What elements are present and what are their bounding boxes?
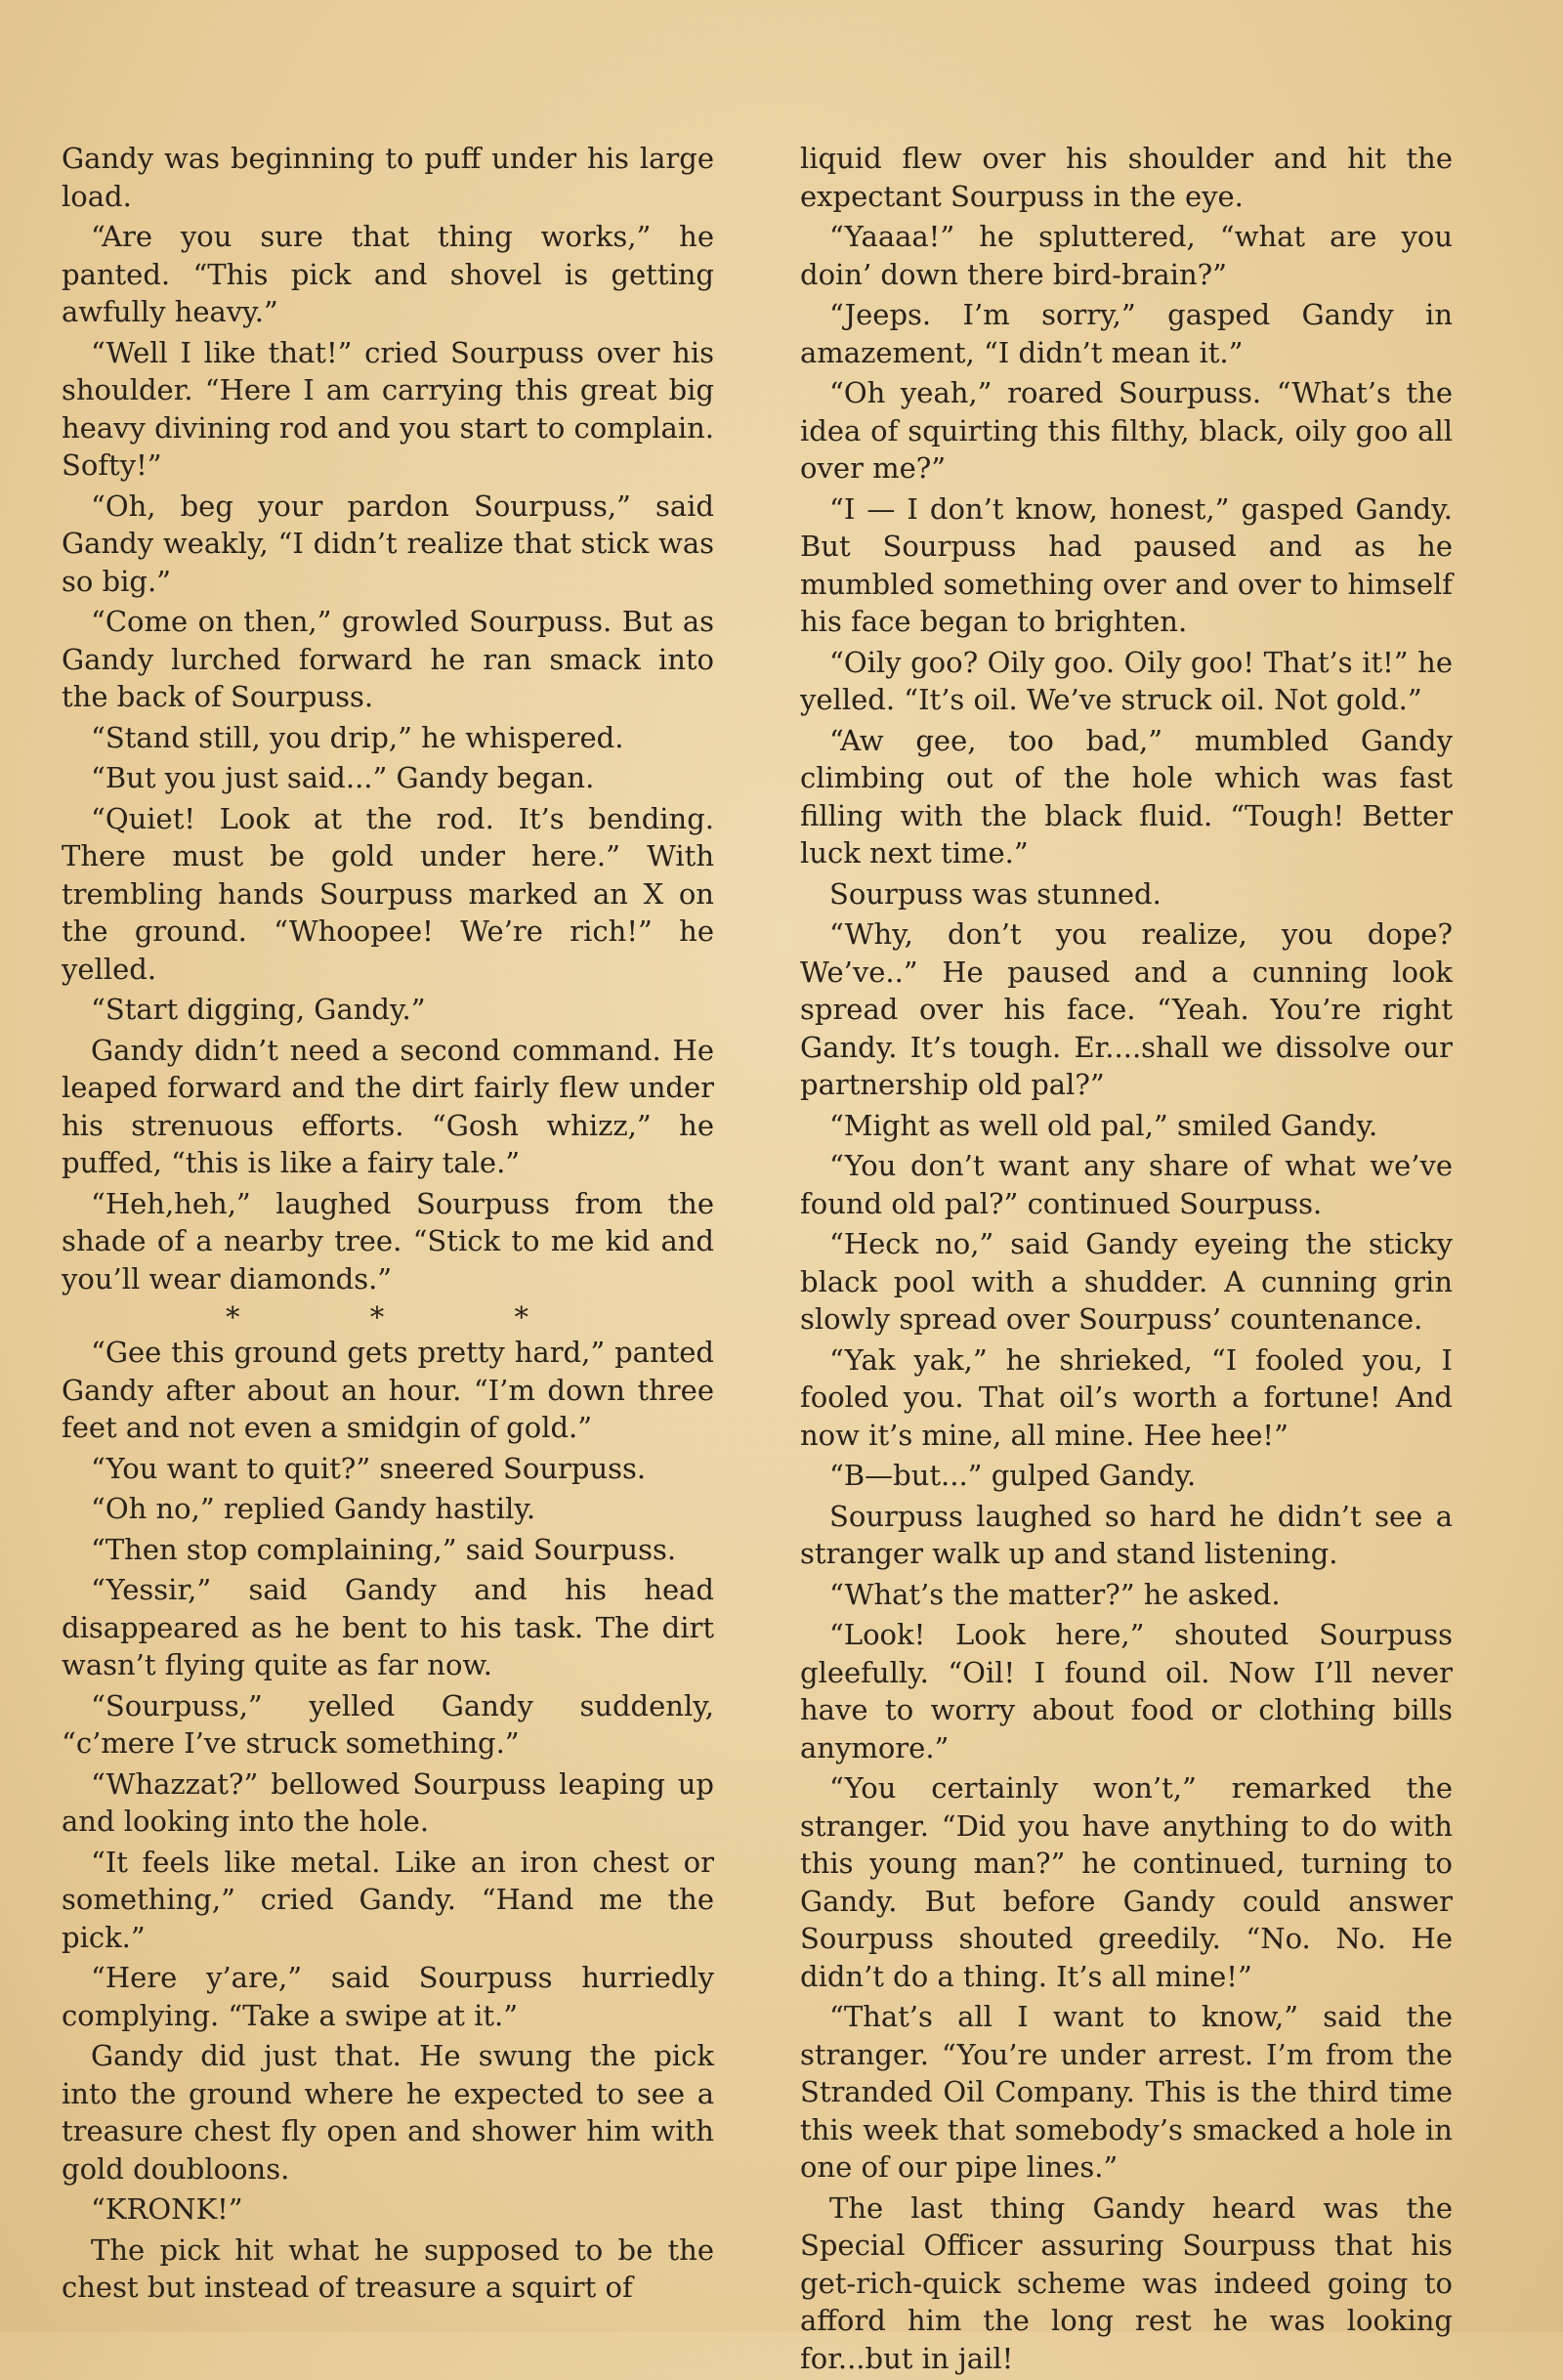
paragraph: “But you just said...” Gandy began. (91, 761, 595, 794)
paragraph: Sourpuss laughed so hard he didn’t see a stranger walk up and stand listening. (800, 1499, 1453, 1570)
paragraph: “Start digging, Gandy.” (91, 993, 426, 1026)
paragraph: “Jeeps. I’m sorry,” gasped Gandy in amazement, “I didn’t mean it.” (800, 298, 1453, 369)
right-text-column (800, 140, 1453, 2380)
paragraph: “Gee this ground gets pretty hard,” panted Gandy after about an hour. “I’m down three feet and not even a smidgin of gold.” (62, 1336, 714, 1444)
paragraph: “Come on then,” growled Sourpuss. But as Gandy lurched forward he ran smack into the back of Sourpuss. (62, 605, 714, 713)
paragraph: “Aw gee, too bad,” mumbled Gandy climbing out of the hole which was fast filling with the black fluid. “Tough! Better luck next time.” (800, 723, 1453, 870)
paragraph: “Here y’are,” said Sourpuss hurriedly complying. “Take a swipe at it.” (62, 1961, 714, 2032)
paragraph: Sourpuss was stunned. (829, 876, 1162, 911)
paragraph: “Might as well old pal,” smiled Gandy. (829, 1108, 1378, 1142)
paragraph: “Oh no,” replied Gandy hastily. (91, 1492, 536, 1525)
paragraph: “Sourpuss,” yelled Gandy suddenly, “c’mere I’ve struck something.” (62, 1688, 714, 1760)
paragraph: “You want to quit?” sneered Sourpuss. (91, 1451, 647, 1485)
paragraph: “Stand still, you drip,” he whispered. (91, 720, 624, 754)
paragraph: “That’s all I want to know,” said the stranger. “You’re under arrest. I’m from the Stranded Oil Company. This is the third time this week that somebody’s smacked a hole in one of our pipe lines.” (800, 2000, 1453, 2184)
paragraph: “What’s the matter?” he asked. (829, 1577, 1281, 1611)
paragraph: “KRONK!” (91, 2192, 243, 2226)
paragraph: “Whazzat?” bellowed Sourpuss leaping up and looking into the hole. (62, 1766, 714, 1838)
paragraph: “Yak yak,” he shrieked, “I fooled you, I fooled you. That oil’s worth a fortune! And now it’s mine, all mine. Hee hee!” (800, 1342, 1453, 1452)
paragraph: “It feels like metal. Like an iron chest or something,” cried Gandy. “Hand me the pick.” (62, 1845, 714, 1954)
paragraph: “Are you sure that thing works,” he panted. “This pick and shovel is getting awfully heavy.” (62, 220, 714, 328)
paragraph: “Heck no,” said Gandy eyeing the sticky black pool with a shudder. A cunning grin slowly spread over Sourpuss’ countenance. (800, 1227, 1453, 1336)
paragraph: “Yessir,” said Gandy and his head disappeared as he bent to his task. The dirt wasn’t flying quite as far now. (62, 1573, 714, 1681)
paragraph: “Why, don’t you realize, you dope? We’ve..” He paused and a cunning look spread over his face. “Yeah. You’re right Gandy. It’s tough. Er....shall we dissolve our partnership old pal?” (800, 917, 1453, 1101)
paragraph: “Oh, beg your pardon Sourpuss,” said Gandy weakly, “I didn’t realize that stick was so big.” (62, 489, 714, 598)
paragraph: “Heh,heh,” laughed Sourpuss from the shade of a nearby tree. “Stick to me kid and you’ll wear diamonds.” (62, 1186, 714, 1296)
left-text-column (62, 140, 714, 2310)
paragraph: “Oily goo? Oily goo. Oily goo! That’s it!” he yelled. “It’s oil. We’ve struck oil. Not gold.” (800, 645, 1453, 716)
paragraph: “Then stop complaining,” said Sourpuss. (91, 1532, 677, 1566)
section-break: * * * (226, 1300, 589, 1334)
paragraph: “B—but...” gulped Gandy. (829, 1459, 1197, 1492)
paragraph: The last thing Gandy heard was the Special Officer assuring Sourpuss that his get-rich-quick scheme was indeed going to afford him the long rest he was looking for...but in jail! (800, 2190, 1453, 2375)
paragraph: Gandy did just that. He swung the pick into the ground where he expected to see a treasure chest fly open and shower him with gold doubloons. (62, 2039, 714, 2186)
paragraph: “Yaaaa!” he spluttered, “what are you doin’ down there bird-brain?” (800, 220, 1453, 291)
paragraph: “Look! Look here,” shouted Sourpuss gleefully. “Oil! I found oil. Now I’ll never have to worry about food or clothing bills anymore.” (800, 1618, 1453, 1764)
paragraph: “Quiet! Look at the rod. It’s bending. There must be gold under here.” With trembling hands Sourpuss marked an X on the ground. “Whoopee! We’re rich!” he yelled. (62, 801, 714, 986)
paragraph: Gandy didn’t need a second command. He leaped forward and the dirt fairly flew under his strenuous efforts. “Gosh whizz,” he puffed, “this is like a fairy tale.” (62, 1033, 714, 1179)
paragraph: “You certainly won’t,” remarked the stranger. “Did you have anything to do with this young man?” he continued, turning to Gandy. But before Gandy could answer Sourpuss shouted greedily. “No. No. He didn’t do a thing. It’s all mine!” (800, 1771, 1453, 1993)
paragraph: “Well I like that!” cried Sourpuss over his shoulder. “Here I am carrying this great big heavy divining rod and you start to complain. Softy!” (62, 335, 715, 482)
paragraph: The pick hit what he supposed to be the chest but instead of treasure a squirt of (62, 2232, 714, 2304)
paragraph: Gandy was beginning to puff under his large load. (62, 142, 714, 213)
paragraph: “You don’t want any share of what we’ve found old pal?” continued Sourpuss. (800, 1149, 1453, 1220)
paragraph: “Oh yeah,” roared Sourpuss. “What’s the idea of squirting this filthy, black, oily goo all over me?” (800, 376, 1453, 485)
paragraph: liquid flew over his shoulder and hit the expectant Sourpuss in the eye. (800, 142, 1453, 213)
paragraph: “I — I don’t know, honest,” gasped Gandy. But Sourpuss had paused and as he mumbled something over and over to himself his face began to brighten. (800, 491, 1453, 638)
